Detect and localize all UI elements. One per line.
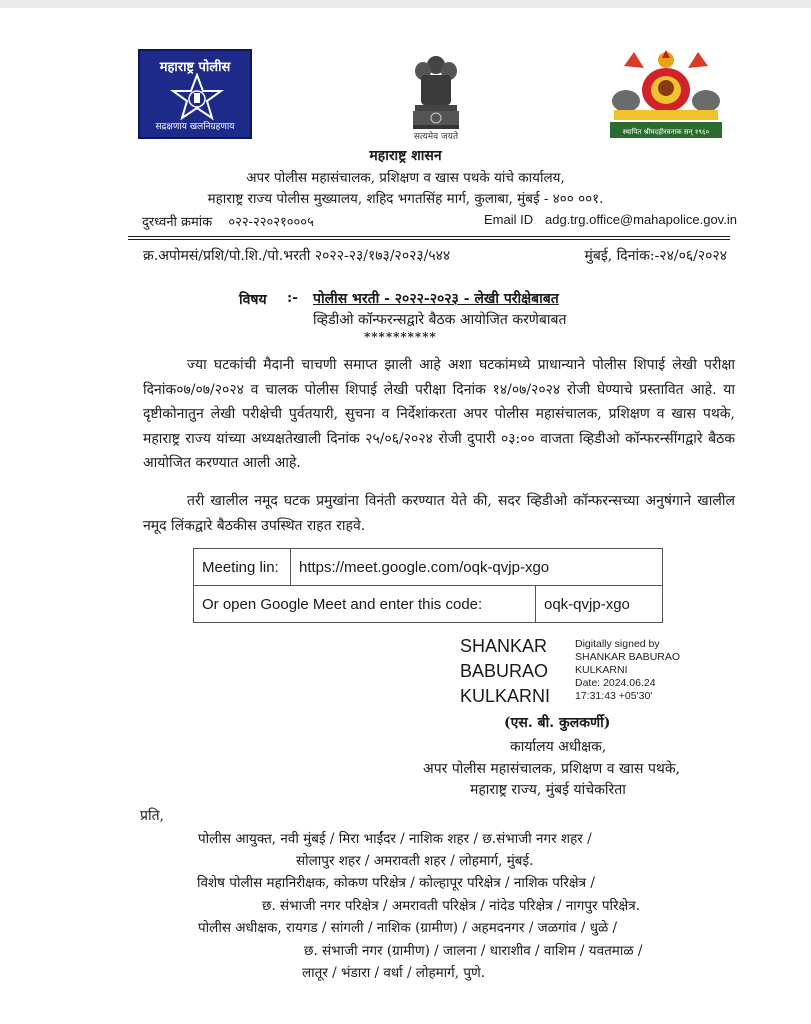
- meeting-code-row: [194, 586, 663, 623]
- email-label: Email ID: [484, 212, 534, 227]
- phone-row: [142, 212, 314, 230]
- meeting-link-row: [194, 549, 663, 586]
- digital-signature-name: [460, 634, 550, 709]
- address-line: महाराष्ट्र राज्य पोलीस मुख्यालय, शहिद भगतसिंह मार्ग, कुलाबा, मुंबई - ४०० ००१.: [207, 191, 604, 207]
- meeting-link-label: Meeting lin:: [194, 549, 291, 586]
- subject-stars: **********: [364, 330, 437, 344]
- signatory-short-name: (एस. बी. कुलकर्णी): [504, 715, 611, 731]
- signatory-state: महाराष्ट्र राज्य, मुंबई यांचेकरिता: [470, 782, 626, 798]
- meeting-code-value: oqk-qvjp-xgo: [536, 586, 663, 623]
- police-logo-top-text: महाराष्ट्र पोलीस: [159, 60, 231, 75]
- meeting-code-label: Or open Google Meet and enter this code:: [194, 586, 536, 623]
- office-line: अपर पोलीस महासंचालक, प्रशिक्षण व खास पथके यांचे कार्यालय,: [246, 170, 565, 186]
- reference-number: क्र.अपोमसं/प्रशि/पो.शि./पो.भरती २०२२-२३/१७३/२०२३/५४४: [143, 248, 451, 264]
- signatory-designation: कार्यालय अधीक्षक,: [510, 739, 607, 755]
- meeting-table: [193, 548, 663, 623]
- reference-date: मुंबई, दिनांक:-२४/०६/२०२४: [584, 248, 727, 264]
- recipient-line: विशेष पोलीस महानिरीक्षक, कोकण परिक्षेत्र / कोल्हापूर परिक्षेत्र / नाशिक परिक्षेत्र /: [197, 875, 595, 891]
- phone-label: दुरध्वनी क्रमांक: [142, 215, 213, 230]
- police-star-icon: [167, 73, 227, 121]
- signature-name-line: KULKARNI: [460, 686, 551, 706]
- recipient-line: छ. संभाजी नगर परिक्षेत्र / अमरावती परिक्षेत्र / नांदेड परिक्षेत्र / नागपुर परिक्षेत्र.: [262, 898, 640, 914]
- recipients-label: प्रति,: [140, 808, 165, 824]
- recipient-line: पोलीस आयुक्त, नवी मुंबई / मिरा भाईंदर / नाशिक शहर / छ.संभाजी नगर शहर /: [198, 831, 592, 847]
- body-paragraph-1: ज्या घटकांची मैदानी चाचणी समाप्त झाली आहे अशा घटकांमध्ये प्राधान्याने पोलीस शिपाई लेखी परीक्षा दिनांक०७/०७/२०२४ व चालक पोलीस शिपाई लेखी परीक्षा दिनांक १४/०७/२०२४ रोजी घेण्याचे प्रस्तावित आहे. या दृष्टीकोनातुन लेखी परीक्षेची पुर्वतयारी, सुचना व निर्देशांकरता अपर पोलीस महासंचालक, प्रशिक्षण व खास पथके, महाराष्ट्र राज्य यांच्या अध्यक्षतेखाली दिनांक २५/०६/२०२४ रोजी दुपारी ०३:०० वाजता व्हिडीओ कॉन्फरन्सींगद्वारे बैठक आयोजित करण्यात आली आहे.: [143, 357, 735, 472]
- phone-number: ०२२-२२०२१०००५: [228, 215, 314, 230]
- department-crest-logo: [604, 46, 728, 142]
- email-value[interactable]: adg.trg.office@mahapolice.gov.in: [545, 212, 737, 227]
- signatory-office: अपर पोलीस महासंचालक, प्रशिक्षण व खास पथके,: [423, 761, 681, 777]
- digital-signature-meta: [575, 638, 680, 703]
- signature-name-line: BABURAO: [460, 661, 549, 681]
- signature-meta-line: KULKARNI: [575, 664, 628, 676]
- top-strip: [0, 0, 811, 8]
- signature-meta-line: Digitally signed by: [575, 638, 660, 650]
- subject-separator: :-: [287, 290, 298, 306]
- government-title: महाराष्ट्र शासन: [369, 148, 442, 164]
- subject-line-1: पोलीस भरती - २०२२-२०२३ - लेखी परीक्षेबाबत: [313, 291, 559, 307]
- signature-meta-line: SHANKAR BABURAO: [575, 651, 681, 663]
- signature-name-line: SHANKAR: [460, 636, 548, 656]
- recipient-line: सोलापुर शहर / अमरावती शहर / लोहमार्ग, मुंबई.: [296, 853, 534, 869]
- subject-line-2: व्हिडीओ कॉन्फरन्सद्वारे बैठक आयोजित करणेबाबत: [313, 312, 567, 328]
- header-divider: [128, 236, 730, 237]
- crest-banner-text: स्थापित श्रीमदहीरवनाक सन् १९६०: [622, 128, 710, 136]
- maharashtra-police-logo: [138, 49, 252, 139]
- meeting-link-value[interactable]: https://meet.google.com/oqk-qvjp-xgo: [291, 549, 663, 586]
- signature-meta-line: 17:31:43 +05'30': [575, 690, 653, 702]
- body-paragraph-2: तरी खालील नमूद घटक प्रमुखांना विनंती करण्यात येते की, सदर व्हिडीओ कॉन्फरन्सच्या अनुषंगाने खालील नमूद लिंकद्वारे बैठकीस उपस्थित राहत राहवे.: [143, 493, 735, 534]
- signature-meta-line: Date: 2024.06.24: [575, 677, 656, 689]
- recipient-line: छ. संभाजी नगर (ग्रामीण) / जालना / धाराशीव / वाशिम / यवतमाळ /: [304, 943, 643, 959]
- subject-label: विषय: [239, 292, 267, 308]
- emblem-caption: सत्यमेव जयते: [413, 132, 459, 142]
- police-logo-motto: सद्रक्षणाय खलनिग्रहणाय: [155, 122, 235, 132]
- recipient-line: पोलीस अधीक्षक, रायगड / सांगली / नाशिक (ग्रामीण) / अहमदनगर / जळगांव / धुळे /: [198, 920, 618, 936]
- header-divider-thin: [128, 239, 730, 240]
- recipient-line: लातूर / भंडारा / वर्धा / लोहमार्ग, पुणे.: [302, 965, 486, 981]
